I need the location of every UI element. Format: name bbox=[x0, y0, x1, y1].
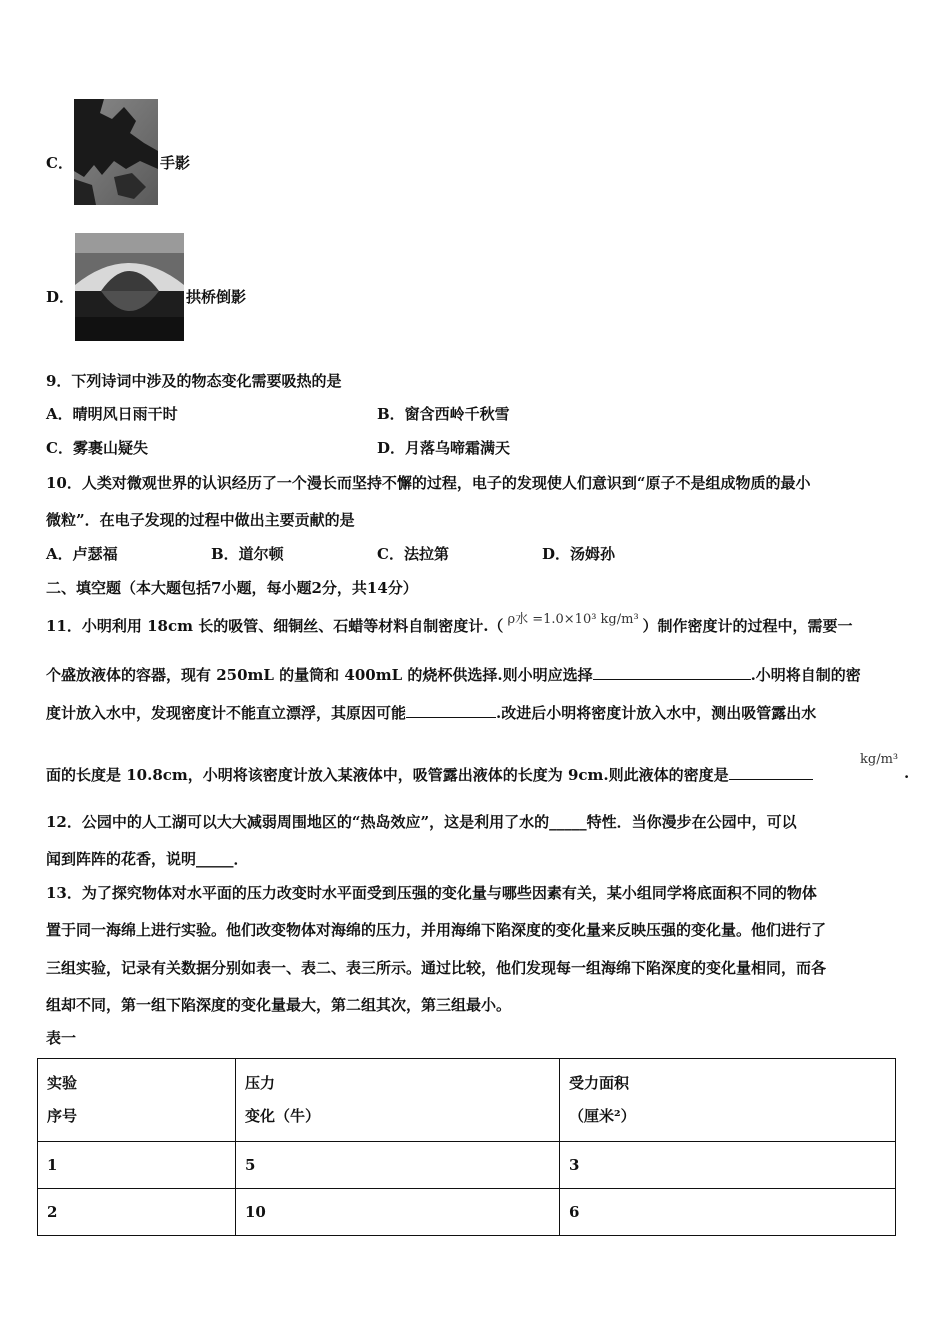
q11-blank-density[interactable] bbox=[729, 765, 813, 780]
q10-line2: 微粒”．在电子发现的过程中做出主要贡献的是 bbox=[46, 511, 355, 529]
table-header-cell: 压力 变化（牛） bbox=[236, 1059, 560, 1142]
q11-line4 bbox=[46, 764, 813, 785]
table-cell: 10 bbox=[236, 1189, 560, 1236]
q13-line4: 组却不同，第一组下陷深度的变化量最大，第二组其次，第三组最小。 bbox=[46, 996, 512, 1014]
q11-line3-b: .改进后小明将密度计放入水中，测出吸管露出水 bbox=[496, 704, 817, 722]
q11-line1-b: ）制作密度计的过程中，需要一 bbox=[642, 617, 853, 635]
option-c-caption: 手影 bbox=[160, 154, 191, 172]
table-cell: 6 bbox=[560, 1189, 896, 1236]
q10-line1: 10．人类对微观世界的认识经历了一个漫长而坚持不懈的过程，电子的发现使人们意识到“原子不是组成物质的最小 bbox=[46, 474, 811, 492]
table-row bbox=[38, 1142, 896, 1189]
q11-line3-a: 度计放入水中，发现密度计不能直立漂浮，其原因可能 bbox=[46, 704, 407, 722]
q11-line2-a: 个盛放液体的容器，现有 250mL 的量筒和 400mL 的烧杯供选择.则小明应选择 bbox=[46, 666, 593, 684]
table-cell: 3 bbox=[560, 1142, 896, 1189]
table-cell: 1 bbox=[38, 1142, 236, 1189]
table-header-row bbox=[38, 1059, 896, 1142]
density-unit: kg/m³ bbox=[860, 752, 899, 767]
density-formula: ρ水 =1.0×10³ kg/m³ bbox=[507, 612, 639, 627]
q9-option-a: A．晴明风日雨干时 bbox=[46, 405, 178, 423]
q10-option-b: B．道尔顿 bbox=[211, 545, 284, 563]
arch-bridge-reflection-photo bbox=[75, 233, 184, 341]
hand-shadow-photo bbox=[74, 99, 158, 205]
table-1-title: 表一 bbox=[46, 1029, 77, 1047]
table-header-cell: 实验 序号 bbox=[38, 1059, 236, 1142]
q12-line2: 闻到阵阵的花香，说明_____． bbox=[46, 850, 249, 868]
option-d-caption: 拱桥倒影 bbox=[186, 288, 247, 306]
q11-line1-a: 11．小明利用 18cm 长的吸管、细铜丝、石蜡等材料自制密度计.（ bbox=[46, 617, 504, 635]
option-c-letter: C． bbox=[46, 154, 73, 172]
table-row bbox=[38, 1189, 896, 1236]
q11-blank-reason[interactable] bbox=[406, 703, 496, 718]
table-cell: 5 bbox=[236, 1142, 560, 1189]
q11-line2 bbox=[46, 664, 861, 685]
q9-option-c: C．雾裹山疑失 bbox=[46, 439, 148, 457]
table-cell: 2 bbox=[38, 1189, 236, 1236]
q11-line4-a: 面的长度是 10.8cm，小明将该密度计放入某液体中，吸管露出液体的长度为 9cm.则此液体的密度是 bbox=[46, 766, 729, 784]
section-2-heading: 二、填空题（本大题包括7小题，每小题2分，共14分） bbox=[46, 579, 418, 597]
data-table-1 bbox=[37, 1058, 896, 1236]
option-d-letter: D． bbox=[46, 288, 75, 306]
table-header-cell: 受力面积 （厘米²） bbox=[560, 1059, 896, 1142]
q11-line1 bbox=[46, 612, 853, 636]
q12-line1: 12．公园中的人工湖可以大大减弱周围地区的“热岛效应”，这是利用了水的_____特性．当你漫步在公园中，可以 bbox=[46, 813, 797, 831]
q10-option-d: D．汤姆孙 bbox=[542, 545, 616, 563]
q10-option-c: C．法拉第 bbox=[377, 545, 449, 563]
q9-option-d: D．月落乌啼霜满天 bbox=[377, 439, 511, 457]
q13-line2: 置于同一海绵上进行实验。他们改变物体对海绵的压力，并用海绵下陷深度的变化量来反映压强的变化量。他们进行了 bbox=[46, 921, 827, 939]
q11-end-period: . bbox=[904, 764, 910, 782]
q11-line3 bbox=[46, 702, 816, 723]
q9-option-b: B．窗含西岭千秋雪 bbox=[377, 405, 510, 423]
q13-line1: 13．为了探究物体对水平面的压力改变时水平面受到压强的变化量与哪些因素有关，某小组同学将底面积不同的物体 bbox=[46, 884, 817, 902]
q11-blank-container-choice[interactable] bbox=[593, 665, 751, 680]
q10-option-a: A．卢瑟福 bbox=[46, 545, 118, 563]
q11-line2-b: .小明将自制的密 bbox=[750, 666, 861, 684]
q9-stem: 9．下列诗词中涉及的物态变化需要吸热的是 bbox=[46, 372, 342, 390]
q13-line3: 三组实验，记录有关数据分别如表一、表二、表三所示。通过比较，他们发现每一组海绵下陷深度的变化量相同，而各 bbox=[46, 959, 827, 977]
